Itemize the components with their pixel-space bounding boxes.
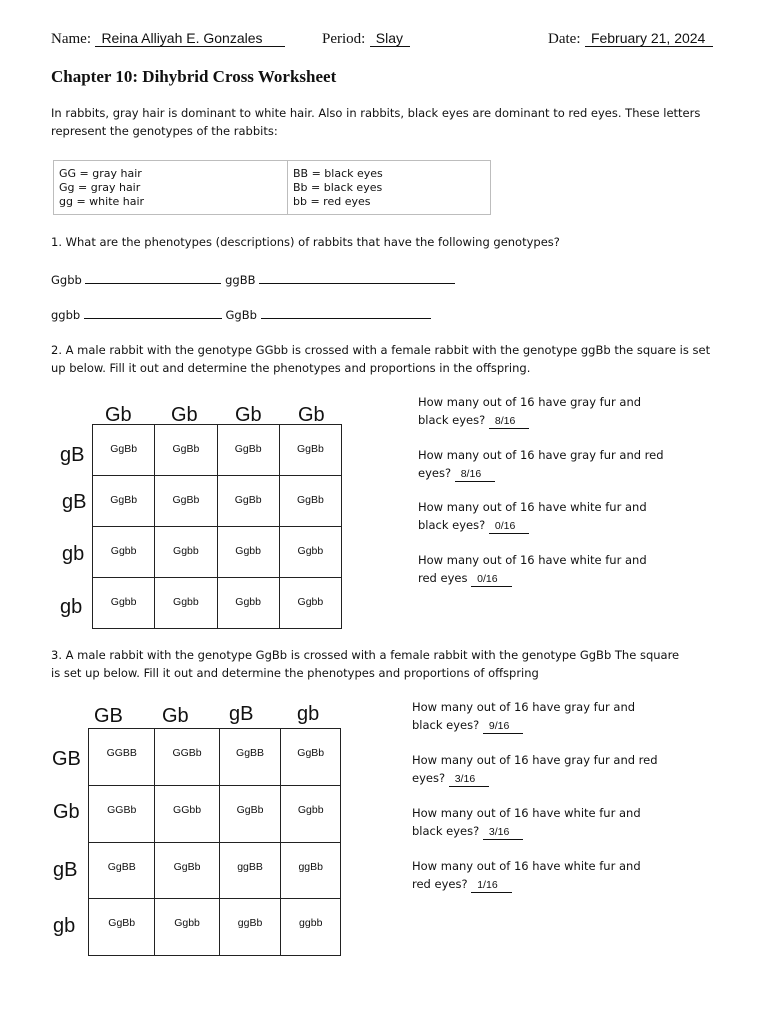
q1-answer-blank[interactable] [259,271,455,284]
punnett-cell[interactable]: Ggbb [155,899,219,956]
answer-field[interactable]: 3/16 [483,826,523,840]
key-eye-bb-dom: BB = black eyes [293,167,383,180]
question-text: How many out of 16 have white fur and red eyes? [412,859,641,891]
q3-question [412,857,662,893]
punnett-cell[interactable]: GGBb [155,729,219,786]
punnett-cell[interactable]: Ggbb [279,578,341,629]
q1-row-1 [51,271,455,289]
date-label: Date: [548,31,581,47]
punnett-cell[interactable]: ggBB [219,842,281,899]
q3-question [412,751,662,787]
q1-genotype: Ggbb [51,273,82,287]
punnett-cell[interactable]: GgBb [155,842,219,899]
answer-field[interactable]: 8/16 [489,415,529,429]
q1-genotype: ggbb [51,308,81,322]
punnett-cell[interactable]: Ggbb [281,785,341,842]
punnett-cell[interactable]: GgBb [281,729,341,786]
punnett-cell[interactable]: Ggbb [93,578,155,629]
q2-punnett-square [92,424,342,629]
hair-key [54,161,287,214]
q3-side-allele: gb [53,915,76,937]
name-label: Name: [51,31,91,47]
punnett-cell[interactable]: Ggbb [217,578,279,629]
period-label: Period: [322,31,366,47]
q2-side-allele: gB [60,444,85,466]
question-text: How many out of 16 have white fur and red eyes [418,553,647,585]
intro-text: In rabbits, gray hair is dominant to white hair. Also in rabbits, black eyes are dominant to red eyes. These letters represent the genotypes of the rabbits: [51,106,701,138]
q3-top-allele: gB [229,703,254,725]
punnett-cell[interactable]: GgBb [93,425,155,476]
page-title: Chapter 10: Dihybrid Cross Worksheet [51,67,337,86]
date-row [548,30,713,48]
q1-genotype: ggBB [225,273,256,287]
punnett-cell[interactable]: GgBb [155,425,217,476]
punnett-cell[interactable]: Ggbb [279,527,341,578]
q3-side-allele: GB [52,748,81,770]
punnett-cell[interactable]: ggBb [219,899,281,956]
q3-top-allele: GB [94,705,123,727]
question-text: How many out of 16 have gray fur and red eyes? [412,753,658,785]
q2-question [418,498,668,534]
question-text: How many out of 16 have white fur and black eyes? [412,806,641,838]
q1-prompt: 1. What are the phenotypes (descriptions) of rabbits that have the following genotypes? [51,235,560,249]
punnett-cell[interactable]: Ggbb [155,578,217,629]
punnett-cell[interactable]: GgBb [155,476,217,527]
q2-question [418,446,668,482]
answer-field[interactable]: 1/16 [471,879,511,893]
question-text: How many out of 16 have gray fur and red eyes? [418,448,664,480]
q3-question [412,804,662,840]
date-field[interactable]: February 21, 2024 [585,30,713,47]
punnett-cell[interactable]: GGbb [155,785,219,842]
q1-answer-blank[interactable] [84,306,222,319]
q2-question [418,551,668,587]
punnett-cell[interactable]: GGBB [89,729,155,786]
q3-side-allele: Gb [53,801,80,823]
punnett-cell[interactable]: GgBb [279,476,341,527]
key-hair-gg-dom: GG = gray hair [59,167,142,180]
q3-question [412,698,662,734]
q3-punnett-square [88,728,341,956]
answer-field[interactable]: 0/16 [489,520,529,534]
q3-top-allele: gb [297,703,320,725]
q2-side-labels [60,424,90,628]
q1-genotype: GgBb [225,308,257,322]
punnett-cell[interactable]: GgBb [217,476,279,527]
q1-answer-blank[interactable] [261,306,431,319]
punnett-cell[interactable]: ggBb [281,842,341,899]
q3-side-allele: gB [53,859,78,881]
eye-key [287,161,490,214]
punnett-cell[interactable]: GgBb [93,476,155,527]
q2-top-labels [91,404,343,424]
answer-field[interactable]: 0/16 [471,573,511,587]
key-eye-bb-het: Bb = black eyes [293,181,383,194]
q2-side-allele: gB [62,491,87,513]
punnett-cell[interactable]: GgBb [217,425,279,476]
q1-answer-blank[interactable] [85,271,221,284]
punnett-cell[interactable]: GgBB [219,729,281,786]
punnett-cell[interactable]: Ggbb [217,527,279,578]
q2-side-allele: gb [62,543,85,565]
answer-field[interactable]: 3/16 [449,773,489,787]
punnett-cell[interactable]: GgBb [279,425,341,476]
q2-top-allele: Gb [235,404,262,426]
period-field[interactable]: Slay [370,30,410,47]
key-eye-bb-rec: bb = red eyes [293,195,371,208]
punnett-cell[interactable]: Ggbb [93,527,155,578]
question-text: How many out of 16 have white fur and black eyes? [418,500,647,532]
question-text: How many out of 16 have gray fur and black eyes? [418,395,642,427]
question-text: How many out of 16 have gray fur and black eyes? [412,700,636,732]
name-field[interactable]: Reina Alliyah E. Gonzales [95,30,285,47]
q2-top-allele: Gb [298,404,325,426]
key-hair-gg-rec: gg = white hair [59,195,145,208]
punnett-cell[interactable]: GgBb [89,899,155,956]
punnett-cell[interactable]: GgBB [89,842,155,899]
q2-top-allele: Gb [171,404,198,426]
punnett-cell[interactable]: ggbb [281,899,341,956]
genotype-key [53,160,491,215]
q1-row-2 [51,306,431,324]
name-row [51,30,285,48]
period-row [322,30,410,48]
punnett-cell[interactable]: GGBb [89,785,155,842]
q2-side-allele: gb [60,596,83,618]
key-hair-gg-het: Gg = gray hair [59,181,141,194]
punnett-cell[interactable]: GgBb [219,785,281,842]
q2-top-allele: Gb [105,404,132,426]
answer-field[interactable]: 9/16 [483,720,523,734]
q3-top-allele: Gb [162,705,189,727]
q2-prompt: 2. A male rabbit with the genotype GGbb is crossed with a female rabbit with the genotype ggBb the square is set up below. Fill it out and determine the phenotypes and proportions in the offspring. [51,343,711,375]
q2-question [418,393,668,429]
punnett-cell[interactable]: Ggbb [155,527,217,578]
answer-field[interactable]: 8/16 [455,468,495,482]
q3-prompt: 3. A male rabbit with the genotype GgBb is crossed with a female rabbit with the genotype GgBb The square is set up below. Fill it out and determine the phenotypes and proportions of offspring [51,648,680,680]
q3-top-labels [93,705,343,727]
q3-side-labels [52,728,88,956]
